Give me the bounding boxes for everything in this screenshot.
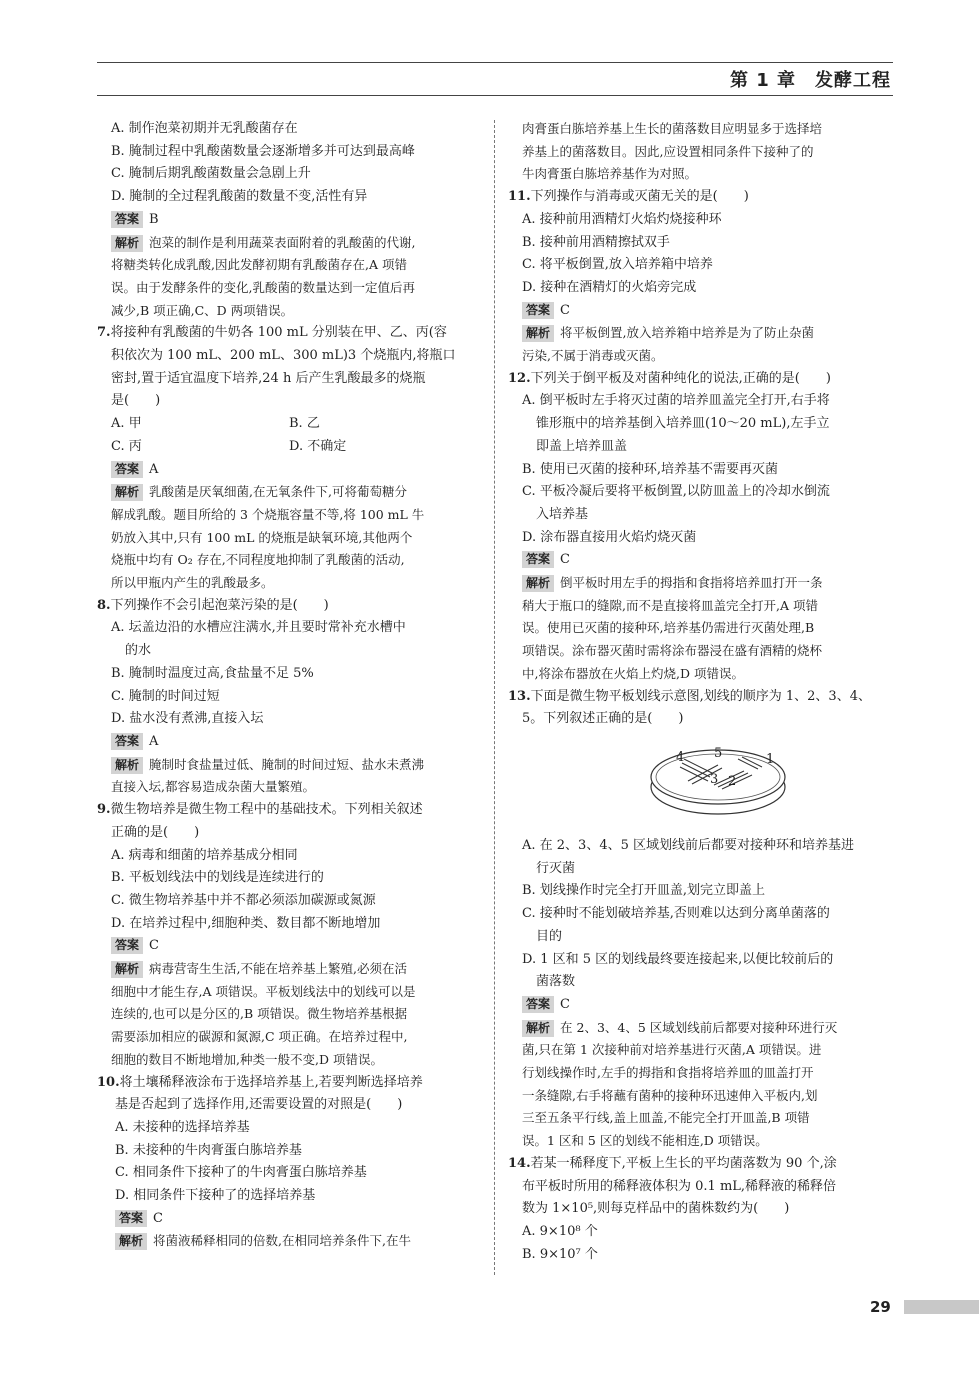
option-text: A. 9×10⁸ 个 [522, 1223, 598, 1239]
explanation-text: 奶放入其中,只有 100 mL 的烧瓶是缺氧环境,其他两个 [111, 529, 413, 545]
explanation-text: 病毒营寄生生活,不能在培养基上繁殖,必须在活 [149, 961, 407, 977]
question-text: 将土壤稀释液涂布于选择培养基上,若要判断选择培养 [119, 1074, 423, 1090]
explanation-badge: 解析 [111, 235, 143, 252]
option-line [97, 890, 482, 913]
question-line [97, 822, 482, 845]
zone-label: 3 [710, 771, 719, 787]
right-column [508, 118, 894, 1266]
option-line [97, 913, 482, 936]
explanation-line [508, 118, 894, 141]
option-text: C. 将平板倒置,放入培养箱中培养 [522, 257, 713, 273]
option-line [97, 141, 482, 164]
explanation-line [97, 1049, 482, 1072]
question-text: 数为 1×10⁵,则每克样品中的菌株数约为( ) [522, 1201, 790, 1217]
option-text: 的水 [125, 643, 152, 659]
question-line [97, 368, 482, 391]
option-text: 行灭菌 [536, 860, 576, 876]
option-text: A. 未接种的选择培养基 [115, 1119, 250, 1135]
option-text: B. 未接种的牛肉膏蛋白胨培养基 [115, 1142, 302, 1158]
option-text: A. 在 2、3、4、5 区域划线前后都要对接种环和培养基进 [522, 837, 855, 853]
answer-badge: 答案 [111, 937, 143, 954]
explanation-line [508, 572, 894, 595]
option-line [97, 1140, 482, 1163]
explanation-line [508, 141, 894, 164]
explanation-text: 细胞的数目不断地增加,种类一般不变,D 项错误。 [111, 1051, 383, 1067]
option-line [508, 504, 894, 527]
explanation-text: 需要添加相应的碳源和氮源,C 项正确。在培养过程中, [111, 1029, 408, 1045]
answer-value: C [560, 302, 570, 318]
option-text: C. 腌制的时间过短 [111, 688, 220, 704]
option-text: B. 腌制时温度过高,食盐量不足 5% [111, 665, 314, 681]
answer-badge: 答案 [522, 302, 554, 319]
explanation-text: 解成乳酸。题目所给的 3 个烧瓶容量不等,将 100 mL 牛 [111, 506, 425, 522]
option-line [508, 527, 894, 550]
question-text: 布平板时所用的稀释液体积为 0.1 mL,稀释液的稀释倍 [522, 1178, 837, 1194]
question-line [508, 186, 894, 209]
explanation-line [97, 232, 482, 255]
option-line [97, 1117, 482, 1140]
explanation-line [97, 300, 482, 323]
explanation-text: 误。使用已灭菌的接种环,培养基仍需进行灭菌处理,B [522, 620, 815, 636]
option-line [97, 640, 482, 663]
question-text: 下列操作不会引起泡菜污染的是( ) [110, 597, 329, 613]
answer-value: C [560, 552, 570, 568]
option-line [97, 845, 482, 868]
question-number: 11. [508, 189, 531, 205]
option-text: A. 甲 [111, 416, 142, 432]
answer-line [508, 994, 894, 1017]
answer-line [508, 549, 894, 572]
question-line [508, 1198, 894, 1221]
answer-badge: 答案 [522, 996, 554, 1013]
header-rule [97, 62, 893, 63]
explanation-text: 菌,只在第 1 次接种前对培养基进行灭菌,A 项错误。进 [522, 1042, 822, 1058]
answer-badge: 答案 [111, 733, 143, 750]
question-line [97, 799, 482, 822]
question-number: 7. [97, 325, 111, 341]
explanation-line [508, 1039, 894, 1062]
answer-value: C [560, 996, 570, 1012]
explanation-text: 养基上的菌落数目。因此,应设置相同条件下接种了的 [522, 143, 814, 159]
option-text: A. 倒平板时左手将灭过菌的培养皿盖完全打开,右手将 [522, 393, 830, 409]
option-text: 入培养基 [536, 506, 589, 522]
explanation-line [508, 1062, 894, 1085]
explanation-text: 项错误。涂布器灭菌时需将涂布器浸在盛有酒精的烧杯 [522, 643, 823, 659]
explanation-text: 行划线操作时,左手的拇指和食指将培养皿的皿盖打开 [522, 1065, 814, 1081]
option-text: C. 腌制后期乳酸菌数量会急剧上升 [111, 166, 311, 182]
question-line [508, 708, 894, 731]
option-line [508, 232, 894, 255]
explanation-text: 减少,B 项正确,C、D 两项错误。 [111, 302, 294, 318]
option-line [508, 903, 894, 926]
explanation-text: 细胞中才能生存,A 项错误。平板划线法中的划线可以是 [111, 983, 416, 999]
option-line [97, 186, 482, 209]
explanation-text: 将糖类转化成乳酸,因此发酵初期有乳酸菌存在,A 项错 [111, 257, 407, 273]
question-line [508, 368, 894, 391]
question-number: 10. [97, 1074, 120, 1090]
explanation-line [508, 595, 894, 618]
question-line [97, 1072, 482, 1095]
option-text: C. 相同条件下接种了的牛肉膏蛋白胨培养基 [115, 1165, 367, 1181]
explanation-line [97, 549, 482, 572]
question-text: 基是否起到了选择作用,还需要设置的对照是( ) [115, 1097, 403, 1113]
explanation-line [97, 481, 482, 504]
option-line [508, 1244, 894, 1267]
option-line [508, 277, 894, 300]
answer-badge: 答案 [115, 1210, 147, 1227]
explanation-line [97, 754, 482, 777]
question-text: 下列操作与消毒或灭菌无关的是( ) [530, 189, 749, 205]
chapter-title: 第 1 章 发酵工程 [729, 70, 891, 91]
option-line [97, 708, 482, 731]
question-number: 13. [508, 688, 531, 704]
question-text: 是( ) [111, 393, 161, 409]
option-line [97, 1162, 482, 1185]
explanation-line [97, 776, 482, 799]
explanation-line [97, 1003, 482, 1026]
option-text: A. 制作泡菜初期并无乳酸菌存在 [111, 121, 298, 136]
question-number: 12. [508, 370, 531, 386]
option-text: D. 盐水没有煮沸,直接入坛 [111, 711, 264, 727]
explanation-text: 将菌液稀释相同的倍数,在相同培养条件下,在牛 [153, 1233, 411, 1249]
explanation-line [508, 640, 894, 663]
option-line [508, 390, 894, 413]
option-text: C. 平板冷凝后要将平板倒置,以防皿盖上的冷却水倒流 [522, 484, 830, 500]
option-line [97, 118, 482, 141]
question-line [508, 686, 894, 709]
option-text: D. 腌制的全过程乳酸菌的数量不变,活性有异 [111, 189, 368, 205]
explanation-text: 牛肉膏蛋白胨培养基作为对照。 [522, 166, 698, 182]
option-row [97, 413, 482, 436]
question-line [97, 595, 482, 618]
answer-badge: 答案 [111, 461, 143, 478]
explanation-badge: 解析 [522, 1020, 554, 1037]
answer-line [97, 209, 482, 232]
zone-label: 5 [714, 745, 723, 761]
answer-line [97, 935, 482, 958]
option-text: 目的 [536, 928, 563, 944]
option-text: D. 相同条件下接种了的选择培养基 [115, 1188, 316, 1204]
option-text: A. 病毒和细菌的培养基成分相同 [111, 847, 298, 863]
explanation-text: 误。由于发酵条件的变化,乳酸菌的数量达到一定值后再 [111, 279, 415, 295]
option-line [508, 858, 894, 881]
answer-badge: 答案 [111, 211, 143, 228]
explanation-badge: 解析 [522, 325, 554, 342]
answer-value: A [149, 461, 159, 477]
explanation-line [508, 1107, 894, 1130]
option-text: A. 接种前用酒精灯火焰灼烧接种环 [522, 211, 722, 227]
answer-badge: 答案 [522, 551, 554, 568]
option-line [97, 663, 482, 686]
explanation-text: 所以甲瓶内产生的乳酸最多。 [111, 575, 274, 591]
explanation-text: 倒平板时用左手的拇指和食指将培养皿打开一条 [560, 575, 823, 591]
option-text: D. 1 区和 5 区的划线最终要连接起来,以便比较前后的 [522, 951, 834, 967]
explanation-text: 在 2、3、4、5 区域划线前后都要对接种环进行灭 [560, 1019, 838, 1035]
explanation-text: 一条缝隙,右手将蘸有菌种的接种环迅速伸入平板内,划 [522, 1087, 818, 1103]
explanation-line [97, 958, 482, 981]
explanation-badge: 解析 [115, 1233, 147, 1250]
zone-label: 4 [676, 749, 685, 765]
zone-label: 1 [766, 751, 775, 767]
streak-plate-figure [648, 741, 788, 817]
option-text: 锥形瓶中的培养基倒入培养皿(10～20 mL),左手立 [536, 416, 830, 432]
explanation-text: 肉膏蛋白胨培养基上生长的菌落数目应明显多于选择培 [522, 121, 823, 136]
option-text: B. 平板划线法中的划线是连续进行的 [111, 870, 324, 886]
explanation-text: 腌制时食盐量过低、腌制的时间过短、盐水未煮沸 [149, 756, 425, 772]
explanation-line [508, 345, 894, 368]
zone-label: 2 [728, 773, 737, 789]
option-line [508, 436, 894, 459]
option-line [508, 481, 894, 504]
answer-value: A [149, 733, 159, 749]
question-number: 8. [97, 597, 111, 613]
option-line [97, 1185, 482, 1208]
option-text: B. 9×10⁷ 个 [522, 1246, 598, 1262]
option-text: D. 接种在酒精灯的火焰旁完成 [522, 279, 697, 295]
question-text: 积依次为 100 mL、200 mL、300 mL)3 个烧瓶内,将瓶口 [111, 348, 456, 364]
explanation-line [97, 572, 482, 595]
explanation-text: 直接入坛,都容易造成杂菌大量繁殖。 [111, 779, 315, 795]
explanation-text: 泡菜的制作是利用蔬菜表面附着的乳酸菌的代谢, [149, 234, 416, 250]
option-line [97, 617, 482, 640]
explanation-line [97, 981, 482, 1004]
explanation-text: 污染,不属于消毒或灭菌。 [522, 348, 664, 364]
question-line [508, 1153, 894, 1176]
question-text: 若某一稀释度下,平板上生长的平均菌落数为 90 个,涂 [530, 1155, 837, 1171]
option-line [508, 949, 894, 972]
explanation-text: 稍大于瓶口的缝隙,而不是直接将皿盖完全打开,A 项错 [522, 597, 818, 613]
explanation-line [508, 163, 894, 186]
option-line [97, 163, 482, 186]
explanation-badge: 解析 [111, 484, 143, 501]
option-text: B. 使用已灭菌的接种环,培养基不需要再灭菌 [522, 461, 778, 477]
option-text: B. 腌制过程中乳酸菌数量会逐渐增多并可达到最高峰 [111, 143, 415, 159]
option-line [508, 459, 894, 482]
explanation-text: 将平板倒置,放入培养箱中培养是为了防止杂菌 [560, 325, 814, 341]
option-line [508, 971, 894, 994]
answer-value: C [153, 1210, 163, 1226]
explanation-line [97, 1026, 482, 1049]
option-line [97, 686, 482, 709]
explanation-line [508, 322, 894, 345]
explanation-line [508, 1130, 894, 1153]
question-line [97, 390, 482, 413]
explanation-line [97, 527, 482, 550]
left-column [97, 118, 482, 1253]
option-line [508, 254, 894, 277]
explanation-line [97, 504, 482, 527]
explanation-text: 中,将涂布器放在火焰上灼烧,D 项错误。 [522, 665, 744, 681]
explanation-line [508, 1017, 894, 1040]
explanation-line [97, 277, 482, 300]
option-text: 即盖上培养皿盖 [536, 438, 628, 454]
explanation-badge: 解析 [111, 757, 143, 774]
option-line [508, 926, 894, 949]
question-text: 密封,置于适宜温度下培养,24 h 后产生乳酸最多的烧瓶 [111, 370, 426, 386]
option-text: A. 坛盖边沿的水槽应注满水,并且要时常补充水槽中 [111, 620, 406, 636]
option-text: B. 乙 [289, 416, 320, 432]
explanation-line [508, 663, 894, 686]
answer-value: B [149, 211, 159, 227]
question-text: 5。下列叙述正确的是( ) [522, 711, 684, 727]
option-text: C. 微生物培养基中并不都必须添加碳源或氮源 [111, 892, 376, 908]
question-number: 14. [508, 1155, 531, 1171]
question-line [97, 322, 482, 345]
answer-line [97, 459, 482, 482]
option-text: 菌落数 [536, 974, 576, 990]
option-text: C. 接种时不能划破培养基,否则难以达到分离单菌落的 [522, 906, 830, 922]
question-number: 9. [97, 802, 111, 818]
explanation-line [508, 617, 894, 640]
question-text: 下列关于倒平板及对菌种纯化的说法,正确的是( ) [530, 370, 831, 386]
option-row [97, 436, 482, 459]
option-text: C. 丙 [111, 438, 142, 454]
option-line [508, 1221, 894, 1244]
page-number: 29 [870, 1298, 891, 1316]
option-text: D. 涂布器直接用火焰灼烧灭菌 [522, 529, 697, 545]
header-rule-bottom [97, 95, 893, 96]
explanation-line [97, 254, 482, 277]
answer-value: C [149, 938, 159, 954]
explanation-text: 三至五条平行线,盖上皿盖,不能完全打开皿盖,B 项错 [522, 1110, 810, 1126]
question-text: 将接种有乳酸菌的牛奶各 100 mL 分别装在甲、乙、丙(容 [110, 325, 447, 341]
option-line [508, 835, 894, 858]
explanation-badge: 解析 [111, 961, 143, 978]
explanation-text: 烧瓶中均有 O₂ 存在,不同程度地抑制了乳酸菌的活动, [111, 552, 405, 568]
question-text: 微生物培养是微生物工程中的基础技术。下列相关叙述 [110, 802, 423, 818]
explanation-text: 误。1 区和 5 区的划线不能相连,D 项错误。 [522, 1133, 768, 1149]
column-divider [494, 120, 495, 1275]
option-line [508, 413, 894, 436]
footer-bar [904, 1300, 979, 1314]
question-line [97, 1094, 482, 1117]
option-text: B. 划线操作时完全打开皿盖,划完立即盖上 [522, 883, 765, 899]
explanation-badge: 解析 [522, 575, 554, 592]
explanation-line [508, 1085, 894, 1108]
option-line [97, 867, 482, 890]
option-line [508, 209, 894, 232]
option-line [508, 880, 894, 903]
answer-line [508, 300, 894, 323]
question-text: 正确的是( ) [111, 824, 200, 840]
question-line [97, 345, 482, 368]
explanation-text: 乳酸菌是厌氧细菌,在无氧条件下,可将葡萄糖分 [149, 484, 407, 500]
explanation-text: 连续的,也可以是分区的,B 项错误。微生物培养基根据 [111, 1006, 408, 1022]
option-text: B. 接种前用酒精擦拭双手 [522, 234, 670, 250]
question-line [508, 1176, 894, 1199]
option-text: D. 不确定 [289, 438, 347, 454]
explanation-line [97, 1230, 482, 1253]
option-text: D. 在培养过程中,细胞种类、数目都不断地增加 [111, 915, 381, 931]
answer-line [97, 731, 482, 754]
answer-line [97, 1208, 482, 1231]
question-text: 下面是微生物平板划线示意图,划线的顺序为 1、2、3、4、 [530, 688, 871, 704]
